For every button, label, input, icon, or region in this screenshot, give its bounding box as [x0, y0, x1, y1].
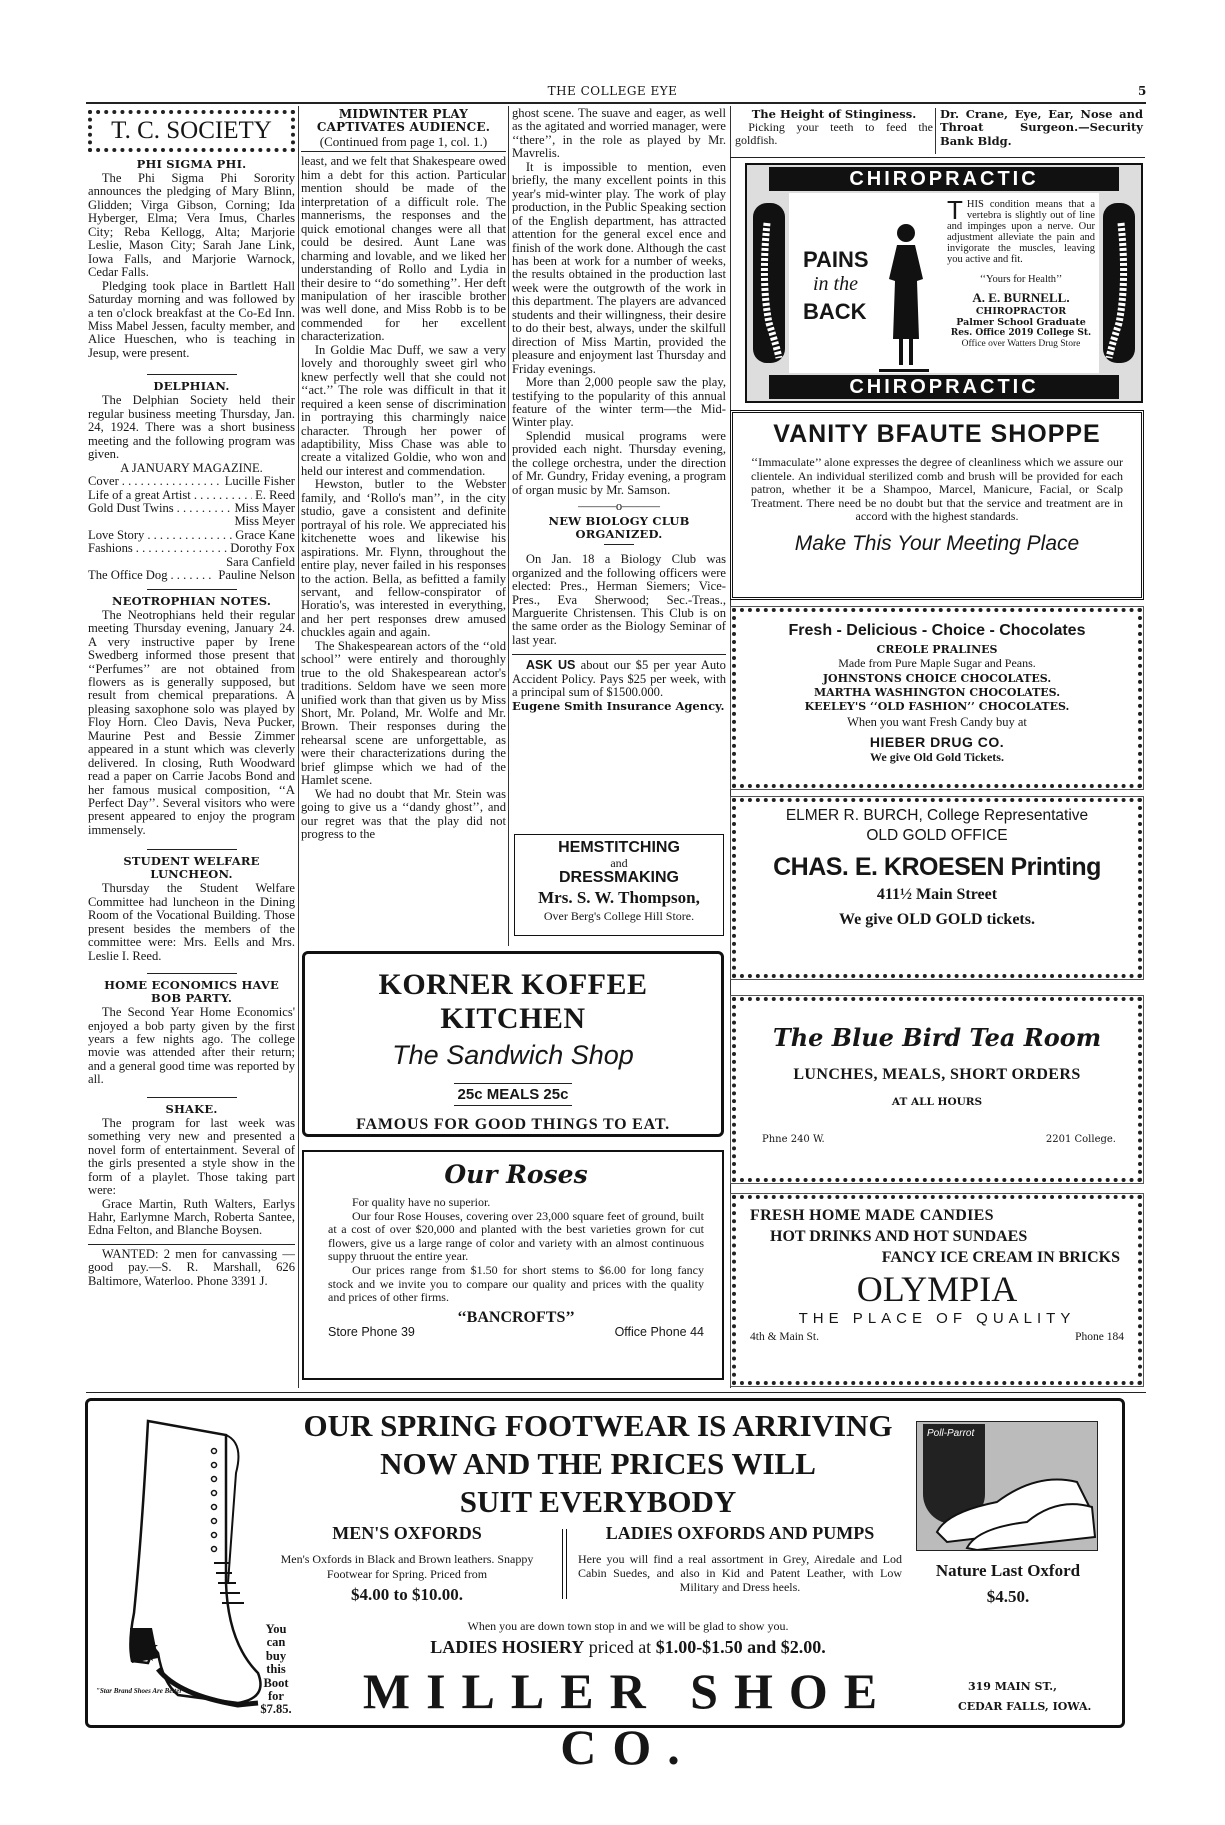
article-headline: DELPHIAN. — [153, 379, 230, 394]
separator — [147, 849, 237, 850]
ad-heading: VANITY BFAUTE SHOPPE — [773, 420, 1101, 448]
store-invitation: When you are down town stop in and we will be glad to show you. — [467, 1619, 789, 1633]
ad-phone: Phne 240 W. — [762, 1134, 825, 1145]
headline-line: NOW AND THE PRICES WILL — [380, 1446, 816, 1481]
olympia-ad — [732, 1195, 1142, 1385]
society-header: T. C. SOCIETY — [88, 110, 295, 152]
program-item: Life of a great Artist — [88, 487, 191, 502]
store-name: MILLER SHOE CO. — [362, 1663, 894, 1775]
program-item: Cover — [88, 474, 119, 489]
article-paragraph: least, and we felt that Shakespeare owed him a debt for this action. Particular mention should be made of the interpretation of a difficult role. The mannerisms, the responses and the quick emotional changes were all that could be desired. Aunt Lane was charming and lovable, and we liked her understanding of Rollo and Lydia in their desire to ‘‘do something’’. Her deft manipulation of her irascible brother was well done, and Miss Robb is to be commended for her excellent characterization. — [301, 154, 506, 344]
section-text: Here you will find a real assortment in Grey, Airedale and Lod Cabin Suedes, and also in Kid and Patent Leather, with Low Military and Dress heels. — [578, 1552, 902, 1594]
ad-slogan: THE PLACE OF QUALITY — [798, 1310, 1076, 1327]
dr-crane-notice: Dr. Crane, Eye, Ear, Nose and Throat Surgeon.—Security Bank Bldg. — [940, 107, 1143, 148]
program-performer: Pauline Nelson — [218, 568, 295, 583]
hosiery-line — [328, 1637, 928, 1658]
program-item: Fashions — [88, 541, 133, 556]
office-phone: Office Phone 44 — [614, 1325, 704, 1340]
ad-subtitle: The Sandwich Shop — [392, 1040, 634, 1070]
ad-store-name: HIEBER DRUG CO. — [869, 734, 1005, 750]
ad-item: MARTHA WASHINGTON CHOCOLATES. — [813, 686, 1061, 699]
chiropractor-office: Office over Watters Drug Store — [961, 339, 1081, 349]
article-paragraph: More than 2,000 people saw the play, testifying to the popularity of this annual feature of the winter term—the Mid-Winter play. — [512, 375, 726, 430]
mens-oxfords-section — [266, 1523, 548, 1605]
ad-text: Our four Rose Houses, covering over 23,000 square feet of ground, built at a cost of over $20,000 and planted with the best varieties grown for cut flowers, give us a large range of color and variety with an almost continuous suppy thruout the entire year. — [328, 1208, 704, 1264]
page-number: 5 — [1138, 84, 1147, 98]
boot-illustration-icon — [118, 1413, 268, 1713]
section-title: MEN'S OXFORDS — [332, 1523, 482, 1543]
article-paragraph: Thursday the Student Welfare Committee had luncheon in the Dining Room of the Vocational Building. Those present besides the members of the committee were: Mrs. Eells and Mrs. Leslie I. Reed. — [88, 881, 295, 963]
insurance-lead: ASK US — [525, 658, 576, 673]
ad-text: HOT DRINKS AND HOT SUNDAES — [770, 1228, 1028, 1245]
joke-title: The Height of Stinginess. — [751, 107, 917, 121]
column-rule — [935, 108, 936, 154]
korner-koffee-kitchen-ad — [302, 951, 724, 1137]
boot-brand-slogan: "Star Brand Shoes Are Better" — [96, 1687, 186, 1695]
ad-item: CREOLE PRALINES — [876, 643, 998, 656]
ad-heading: Fresh - Delicious - Choice - Chocolates — [788, 622, 1086, 639]
oxford-name: Nature Last Oxford — [935, 1561, 1081, 1580]
program-item: The Office Dog — [88, 568, 168, 583]
article-headline: SHAKE. — [165, 1101, 218, 1116]
program-performer: Miss Mayer — [234, 500, 295, 515]
program-performer: Lucille Fisher — [224, 474, 295, 489]
address-line: 319 MAIN ST., — [968, 1680, 1057, 1693]
headline-line: OUR SPRING FOOTWEAR IS ARRIVING — [303, 1408, 893, 1443]
insurance-agency: Eugene Smith Insurance Agency. — [512, 698, 725, 713]
kroesen-printing-ad — [732, 798, 1142, 978]
article-paragraph: Hewston, butler to the Webster family, and ‘Rollo's man’’, in the city studio, gave a consistent and definite portrayal of his role. We appreciated his kitchenette woes and likewise his aspirations. Mr. Flynn, throughout the entire play, never failed in his responses to the action. Bella, as befitted a family servant, and fellow-conspirator of Horatio's, was interested in everything, and her pert responses drew amused chuckles again and again. — [301, 477, 506, 640]
separator — [147, 589, 237, 590]
poll-parrot-shoe-image — [916, 1421, 1098, 1551]
program-list — [88, 475, 295, 583]
newspaper-name: THE COLLEGE EYE — [547, 84, 678, 98]
ad-text: ‘‘Immaculate’’ alone expresses the degree of cleanliness which we assure our clientele. An individual sterilized comb and brush will be provided for each patron, whether it be a Shampoo, Marcel, Manicure, Facial, or Scalp Treatment. There need be no doubt but that the service and treatment are in accord with the highest standards. — [751, 455, 1123, 523]
drop-cap: T — [947, 195, 963, 225]
column-rule — [508, 106, 509, 946]
ad-text: LUNCHES, MEALS, SHORT ORDERS — [793, 1066, 1081, 1083]
hosiery-text: priced at — [588, 1637, 652, 1657]
program-performer: Dorothy Fox — [230, 541, 295, 556]
column-rule — [298, 106, 299, 1388]
ad-text: For quality have no superior. — [352, 1195, 491, 1209]
program-performer: Miss Meyer — [234, 514, 295, 529]
ad-tagline: FAMOUS FOR GOOD THINGS TO EAT. — [356, 1116, 670, 1133]
ad-text: ELMER R. BURCH, College Representative — [785, 807, 1089, 824]
hieber-drug-chocolates-ad — [732, 608, 1142, 788]
masthead-rule — [86, 102, 1146, 104]
address-line: CEDAR FALLS, IOWA. — [958, 1700, 1092, 1713]
chiropractic-slogan: ‘‘Yours for Health’’ — [979, 274, 1063, 285]
spine-illustration-icon — [1099, 193, 1139, 371]
store-address — [958, 1677, 1118, 1717]
ad-tagline: Make This Your Meeting Place — [794, 531, 1080, 555]
ad-heading: OLYMPIA — [856, 1269, 1018, 1309]
play-review-column — [301, 106, 506, 946]
ad-text: FANCY ICE CREAM IN BRICKS — [881, 1249, 1120, 1266]
ad-text: When you want Fresh Candy buy at — [847, 715, 1027, 729]
ad-text: We give OLD GOLD tickets. — [839, 911, 1035, 928]
chiropractic-body: HIS condition means that a vertebra is slightly out of line and impinges upon a nerve. Our adjustment alleviate the pain and invigorate the muscles, leaving you active and fit. — [947, 199, 1095, 265]
stinginess-joke — [735, 108, 933, 147]
article-paragraph: The Shakespearean actors of the ‘‘old school’’ were entirely and thoroughly true to the old Shakespearean actor's traditions. Seldom have we seen more unified work than that given us by Miss Short, Mr. Poland, Mr. Wolfe and Mr. Brown. Their responses during the rehearsal scene are unforgettable, as were their characterizations during the brief glimpse which we had of the Hamlet scene. — [301, 638, 506, 788]
ad-heading: KORNER KOFFEE KITCHEN — [378, 968, 648, 1035]
program-performer: Sara Canfield — [226, 554, 295, 569]
ladies-oxfords-section — [574, 1523, 906, 1594]
hosiery-prices: $1.00-$1.50 and $2.00. — [655, 1637, 826, 1657]
ad-heading: Our Roses — [444, 1160, 588, 1189]
program-title: A JANUARY MAGAZINE. — [120, 460, 263, 475]
miller-shoe-co-ad — [85, 1398, 1125, 1775]
insurance-text: about our $5 per year Auto Accident Policy. Pays $25 per week, with a principal sum of $1500.000. — [512, 658, 726, 700]
chiropractic-ad — [745, 163, 1143, 403]
ad-heading: CHAS. E. KROESEN Printing — [773, 853, 1101, 881]
chiropractor-residence: Res. Office 2019 College St. — [950, 328, 1092, 338]
article-paragraph: The Second Year Home Economics' enjoyed a bob party given by the first years a few nights ago. The college movie was attended after their return; and a general good time was reported by all. — [88, 1005, 295, 1087]
chiropractor-name: A. E. BURNELL. — [972, 290, 1070, 305]
divider — [86, 1392, 1146, 1393]
article-paragraph: The Neotrophians held their regular meeting Thursday evening, January 24. A very instructive paper by Irene Swedberg informed those present that ‘‘Perfumes’’ are not obtained from flowers as is generally supposed, but result from chemical preparations. A pleasing saxophone solo was played by Floy Horn. Cleo Davis, Neva Pucker, Maurine Pest and Bessie Zimmer appeared in a stunt which was cleverly delivered. In closing, Ruth Woodward read a paper on Carrie Jacobs Bond and her famous musical composition, ‘‘A Perfect Day’’. Several visitors who were present appeared to enjoy the program immensely. — [88, 607, 295, 837]
ad-text: OLD GOLD OFFICE — [866, 827, 1008, 844]
article-headline: NEOTROPHIAN NOTES. — [111, 593, 272, 608]
headline-line: SUIT EVERYBODY — [459, 1484, 737, 1519]
ad-address: Over Berg's College Hill Store. — [543, 909, 695, 923]
classified-ad-wanted: WANTED: 2 men for canvassing —good pay.—S. R. Marshall, 626 Baltimore, Waterloo. Phone 3391 J. — [88, 1246, 295, 1288]
separator — [147, 973, 237, 974]
section-text: Men's Oxfords in Black and Brown leathers. Snappy Footwear for Spring. Priced from — [280, 1552, 534, 1581]
blue-bird-tea-room-ad — [732, 997, 1142, 1182]
ad-text: Made from Pure Maple Sugar and Peans. — [838, 656, 1036, 670]
ad-text: AT ALL HOURS — [891, 1096, 983, 1108]
store-phone: Store Phone 39 — [328, 1325, 415, 1340]
ad-heading: HEMSTITCHING — [558, 839, 680, 856]
joke-text: Picking your teeth to feed the goldfish. — [735, 120, 933, 147]
ad-heading: DRESSMAKING — [558, 869, 679, 886]
boot-price-caption: You can buy this Boot for $7.85. — [260, 1622, 292, 1717]
article-paragraph: Grace Martin, Ruth Walters, Earlys Hahr, Earlymne March, Roberta Santee, Edna Felton, and Blanche Boysen. — [88, 1196, 295, 1238]
article-paragraph: The program for last week was something very new and presented a novel form of entertainment. Several of the girls presented a style show in the form of a playlet. Those taking part were: — [88, 1115, 295, 1198]
hemstitching-ad — [514, 834, 724, 936]
ad-name: ‘‘BANCROFTS’’ — [457, 1308, 575, 1326]
divider — [730, 157, 1145, 158]
pains-art-text: in the — [813, 273, 858, 295]
column-rule — [730, 106, 731, 1388]
ad-address: 2201 College. — [1045, 1134, 1116, 1145]
program-item: Gold Dust Twins — [88, 500, 174, 515]
chiropractic-banner-bottom: CHIROPRACTIC — [769, 375, 1119, 399]
chiropractor-school: Palmer School Graduate — [956, 317, 1086, 328]
oxford-price: $4.50. — [986, 1587, 1030, 1606]
ad-phone: Phone 184 — [1075, 1331, 1124, 1343]
section-price: $4.00 to $10.00. — [351, 1585, 463, 1604]
ad-address: 4th & Main St. — [750, 1331, 820, 1343]
article-paragraph: Splendid musical programs were provided each night. Thursday evening, the college orchestra, under the direction of Mr. Gundry, Friday evening, a program of organ music by Mr. Samson. — [512, 428, 726, 497]
program-performer: Grace Kane — [235, 527, 295, 542]
continued-note: (Continued from page 1, col. 1.) — [319, 134, 488, 149]
our-roses-ad — [302, 1150, 724, 1380]
article-paragraph: The Delphian Society held their regular business meeting Thursday, Jan. 24, 1924. There was a short business meeting and the following program was given. — [88, 393, 295, 462]
article-headline: STUDENT WELFARE LUNCHEON. — [123, 854, 260, 882]
ad-heading: The Blue Bird Tea Room — [772, 1023, 1102, 1052]
vanity-beaute-shoppe-ad — [730, 410, 1144, 600]
play-review-continued-column — [512, 107, 726, 827]
section-divider — [562, 1529, 567, 1599]
society-column — [88, 108, 295, 1390]
separator — [147, 1097, 237, 1098]
article-paragraph: In Goldie Mac Duff, we saw a very lovely and thoroughly sweet girl who knew perfectly well that she could not ‘‘act.’’ The role was difficult in that it required a keen sense of discrimination in portraying this charmingly naice character. Through her power of adaptibility, Miss Chase was able to create a vitalized Goldie, who won and held our interest and commendation. — [301, 342, 506, 478]
ad-name: Mrs. S. W. Thompson, — [538, 888, 700, 907]
article-headline: HOME ECONOMICS HAVE BOB PARTY. — [104, 978, 279, 1006]
ad-text: and — [610, 856, 628, 870]
ad-meals: 25c MEALS 25c — [454, 1083, 573, 1106]
oxford-shoes-icon — [927, 1452, 1097, 1550]
article-paragraph: On Jan. 18 a Biology Club was organized and the following officers were elected: Pres., Herman Siemers; Vice-Pres., Eva Sherwood; Sec.-Treas., Marguerite Christensen. This Club is on the same order as the Biology Seminar of last year. — [512, 552, 726, 647]
article-paragraph: The Phi Sigma Phi Sorority announces the pledging of Mary Blinn, Glidden; Virga Gibson, Corning; Ida Hyberger, Elma; Vera Imus, Charles City; Reba Kellogg, Alta; Marjorie Leslie, Mason City; Sarah Jane Link, Iowa Falls, and Marjorie Warnock, Cedar Falls. — [88, 171, 295, 280]
pains-art-text: BACK — [803, 299, 867, 324]
article-paragraph: ghost scene. The suave and eager, as well as the agitated and worried manager, were ‘‘there’’, in the role as played by Mr. Mavrelis. — [512, 107, 726, 161]
section-title: LADIES OXFORDS AND PUMPS — [605, 1523, 875, 1543]
article-paragraph: Pledging took place in Bartlett Hall Saturday morning and was followed by a ten o'clock breakfast at the Co-Ed Inn. Miss Mabel Jessen, faculty member, and Alice Hueschen, who is teaching in Jesup, were present. — [88, 278, 295, 360]
insurance-ad — [512, 659, 726, 699]
shoe-headline — [268, 1407, 928, 1521]
hosiery-lead: LADIES HOSIERY — [430, 1637, 585, 1657]
article-headline: PHI SIGMA PHI. — [136, 157, 247, 171]
poll-parrot-logo: Poll-Parrot — [927, 1428, 975, 1439]
ad-address: 411½ Main Street — [876, 886, 998, 903]
ad-item: KEELEY'S ‘‘OLD FASHION’’ CHOCOLATES. — [804, 700, 1070, 713]
program-performer: E. Reed — [255, 487, 295, 502]
program-item: Love Story — [88, 527, 145, 542]
separator: ———o——— — [578, 499, 660, 514]
separator — [604, 544, 634, 545]
ad-text: FRESH HOME MADE CANDIES — [750, 1207, 994, 1224]
chiropractor-title: CHIROPRACTOR — [975, 306, 1067, 317]
article-headline: MIDWINTER PLAY CAPTIVATES AUDIENCE. — [316, 107, 491, 134]
woman-silhouette-icon — [879, 219, 929, 379]
article-paragraph: It is impossible to mention, even briefly, the many excellent points in this year's mid-winter play. The work of play production, in the Public Speaking section of the English department, has attracted attention for the general excel ence and finish of the work done. Although the cast has been at work for a number of weeks, the results obtained in the production last week were the outgrowth of the work in this department. The players are advanced students and their willingness, their desire to do their best, always, under the skilfull direction of Miss Martin, provided the pleasure and enjoyment last Thursday and Friday evenings. — [512, 159, 726, 376]
separator — [147, 374, 237, 375]
spine-illustration-icon — [749, 193, 789, 371]
pains-art-text: PAINS — [803, 247, 869, 272]
article-headline: NEW BIOLOGY CLUB ORGANIZED. — [548, 514, 690, 542]
ad-text: Our prices range from $1.50 for short stems to $6.00 for long fancy stock and we invite you to compare our quality and prices with the quality and prices of other firms. — [328, 1262, 704, 1305]
article-paragraph: We had no doubt that Mr. Stein was going to give us a ‘‘dandy ghost’’, and our regret was that the play did not progress to the — [301, 786, 506, 842]
ad-text: We give Old Gold Tickets. — [870, 750, 1004, 764]
ad-item: JOHNSTONS CHOICE CHOCOLATES. — [822, 672, 1052, 685]
chiropractic-banner-top: CHIROPRACTIC — [769, 167, 1119, 191]
